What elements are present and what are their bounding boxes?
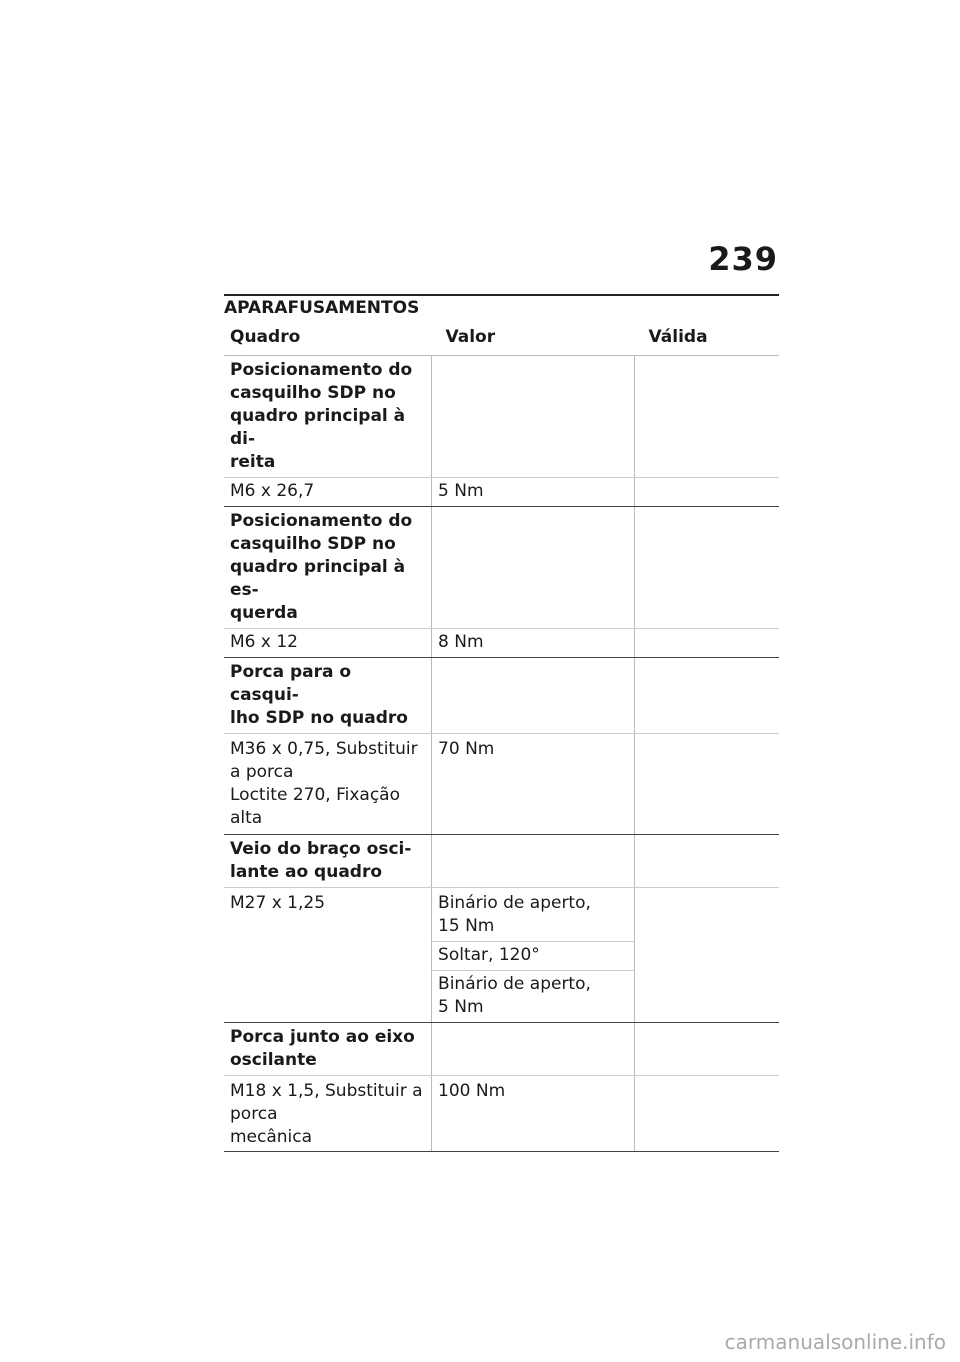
step-cell: Binário de aperto, 5 Nm [432, 971, 635, 1023]
spec-cell: M27 x 1,25 [224, 888, 432, 1023]
empty-cell [635, 507, 779, 629]
item-title: Posicionamento do casquilho SDP no quadro principal à es- querda [224, 507, 432, 629]
spec-cell: M36 x 0,75, Substituir a porca Loctite 270, Fixação alta [224, 734, 432, 835]
table-row [224, 1076, 779, 1152]
item-title: Veio do braço osci- lante ao quadro [224, 835, 432, 888]
table-row [224, 1023, 779, 1076]
spec-cell: M18 x 1,5, Substituir a porca mecânica [224, 1076, 432, 1152]
table-row [224, 835, 779, 888]
page-number: 239 [708, 240, 778, 278]
step-cell: Binário de aperto, 15 Nm [432, 888, 635, 942]
table-row [224, 629, 779, 658]
table-row [224, 658, 779, 734]
table-row [224, 507, 779, 629]
value-cell: 5 Nm [432, 478, 635, 507]
table-row [224, 734, 779, 835]
empty-cell [635, 356, 779, 478]
spec-cell: M6 x 26,7 [224, 478, 432, 507]
empty-cell [432, 356, 635, 478]
header-frame: Quadro [224, 322, 432, 356]
item-title: Porca para o casqui- lho SDP no quadro [224, 658, 432, 734]
empty-cell [635, 835, 779, 888]
valid-cell [635, 478, 779, 507]
empty-cell [432, 507, 635, 629]
step-cell: Soltar, 120° [432, 942, 635, 971]
empty-cell [432, 1023, 635, 1076]
empty-cell [635, 1023, 779, 1076]
valid-cell [635, 734, 779, 835]
section-title: APARAFUSAMENTOS [224, 298, 420, 318]
empty-cell [432, 658, 635, 734]
table-row [224, 356, 779, 478]
spec-cell: M6 x 12 [224, 629, 432, 658]
header-value: Valor [432, 322, 635, 356]
valid-cell [635, 888, 779, 1023]
empty-cell [635, 658, 779, 734]
value-cell: 70 Nm [432, 734, 635, 835]
torque-table [224, 322, 779, 1152]
item-title: Posicionamento do casquilho SDP no quadro principal à di- reita [224, 356, 432, 478]
value-cell: 100 Nm [432, 1076, 635, 1152]
section-rule [224, 294, 779, 296]
valid-cell [635, 629, 779, 658]
empty-cell [432, 835, 635, 888]
table-header-row [224, 322, 779, 356]
item-title: Porca junto ao eixo oscilante [224, 1023, 432, 1076]
table-row [224, 478, 779, 507]
header-valid: Válida [635, 322, 779, 356]
valid-cell [635, 1076, 779, 1152]
watermark-text: carmanualsonline.info [724, 1330, 946, 1354]
table-row [224, 888, 779, 942]
value-cell: 8 Nm [432, 629, 635, 658]
